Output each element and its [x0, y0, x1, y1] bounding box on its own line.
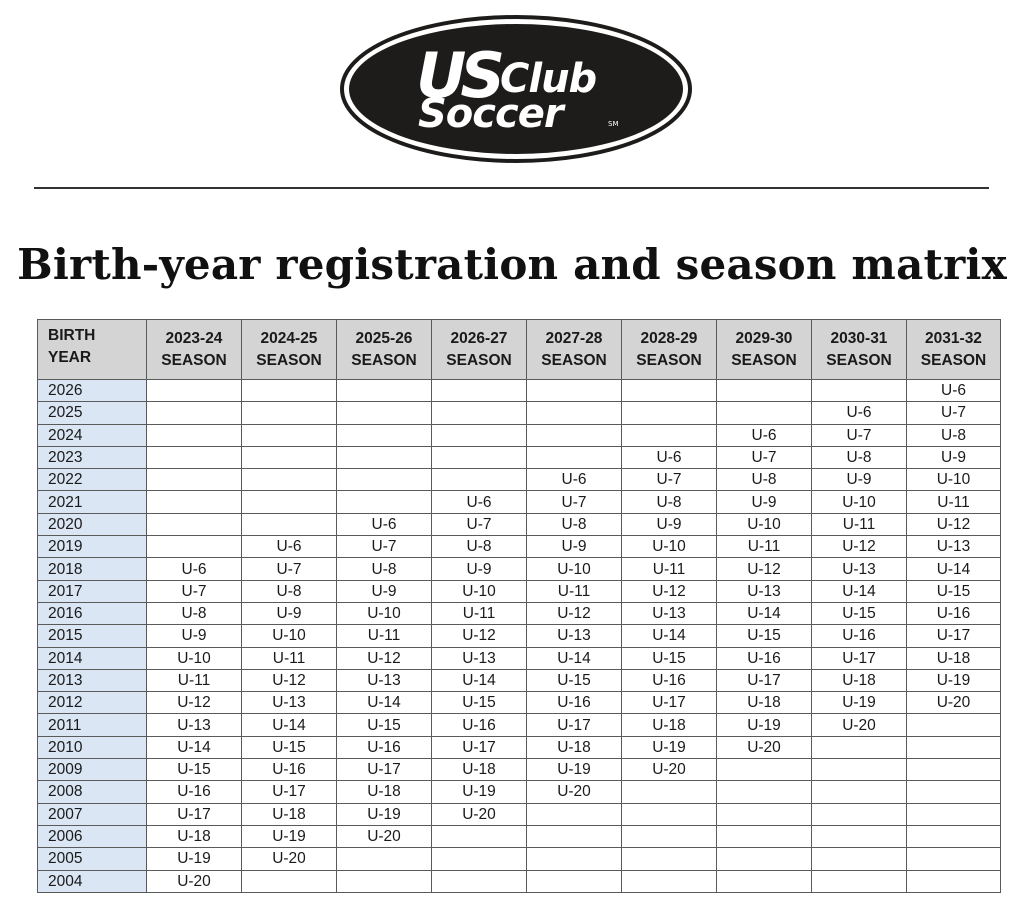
- age-group-cell: U-19: [812, 692, 907, 714]
- age-group-cell: [622, 848, 717, 870]
- birth-year-cell: 2018: [38, 558, 147, 580]
- age-group-cell: [717, 402, 812, 424]
- age-group-cell: [242, 469, 337, 491]
- table-row: [38, 580, 1001, 602]
- age-group-cell: [147, 424, 242, 446]
- age-group-cell: U-12: [907, 513, 1001, 535]
- birth-year-header: [38, 320, 147, 380]
- age-group-cell: U-12: [622, 580, 717, 602]
- age-group-cell: U-14: [812, 580, 907, 602]
- age-group-cell: U-20: [337, 825, 432, 847]
- horizontal-divider: [34, 187, 989, 189]
- age-group-cell: U-18: [147, 825, 242, 847]
- age-group-cell: [907, 848, 1001, 870]
- header-line: SEASON: [636, 351, 702, 369]
- age-group-cell: U-19: [337, 803, 432, 825]
- age-group-cell: U-9: [527, 536, 622, 558]
- age-group-cell: U-13: [242, 692, 337, 714]
- season-header: [242, 320, 337, 380]
- age-group-cell: U-17: [527, 714, 622, 736]
- age-group-cell: U-11: [812, 513, 907, 535]
- age-group-cell: U-6: [242, 536, 337, 558]
- age-group-cell: [812, 870, 907, 892]
- table-row: [38, 870, 1001, 892]
- age-group-cell: [812, 848, 907, 870]
- age-group-cell: U-12: [337, 647, 432, 669]
- table-row: [38, 848, 1001, 870]
- birth-year-cell: 2016: [38, 602, 147, 624]
- birth-year-cell: 2014: [38, 647, 147, 669]
- birth-year-cell: 2020: [38, 513, 147, 535]
- age-group-cell: U-12: [527, 602, 622, 624]
- age-group-cell: [717, 759, 812, 781]
- age-group-cell: [242, 446, 337, 468]
- age-group-cell: [432, 848, 527, 870]
- header-line: SEASON: [731, 351, 797, 369]
- birth-year-cell: 2004: [38, 870, 147, 892]
- age-group-cell: [812, 781, 907, 803]
- age-group-cell: [147, 402, 242, 424]
- age-group-cell: [717, 870, 812, 892]
- birth-year-cell: 2025: [38, 402, 147, 424]
- age-group-cell: U-17: [147, 803, 242, 825]
- age-group-cell: U-18: [717, 692, 812, 714]
- age-group-cell: [717, 781, 812, 803]
- age-group-cell: U-11: [527, 580, 622, 602]
- age-group-cell: U-14: [622, 625, 717, 647]
- age-group-cell: U-6: [432, 491, 527, 513]
- table-row: [38, 692, 1001, 714]
- age-group-cell: U-18: [812, 669, 907, 691]
- age-group-cell: U-10: [907, 469, 1001, 491]
- header-line: 2025-26: [355, 329, 413, 347]
- age-group-cell: U-20: [622, 759, 717, 781]
- age-group-cell: [242, 424, 337, 446]
- age-group-cell: U-16: [717, 647, 812, 669]
- age-group-cell: U-14: [527, 647, 622, 669]
- age-group-cell: [147, 513, 242, 535]
- age-group-cell: [622, 424, 717, 446]
- age-group-cell: [527, 446, 622, 468]
- table-row: [38, 513, 1001, 535]
- age-group-cell: U-9: [337, 580, 432, 602]
- table-row: [38, 402, 1001, 424]
- age-group-cell: U-19: [242, 825, 337, 847]
- age-group-cell: [432, 825, 527, 847]
- age-group-cell: U-7: [812, 424, 907, 446]
- age-group-cell: [812, 803, 907, 825]
- age-group-cell: [717, 380, 812, 402]
- age-group-cell: U-12: [432, 625, 527, 647]
- table-body: [38, 380, 1001, 893]
- age-group-cell: U-6: [812, 402, 907, 424]
- age-group-cell: [527, 380, 622, 402]
- logo-graphic: [340, 14, 692, 164]
- table-row: [38, 380, 1001, 402]
- age-group-cell: U-20: [432, 803, 527, 825]
- age-group-cell: U-10: [147, 647, 242, 669]
- age-group-cell: U-20: [717, 736, 812, 758]
- age-group-cell: U-6: [717, 424, 812, 446]
- age-group-cell: U-16: [432, 714, 527, 736]
- age-group-cell: U-18: [527, 736, 622, 758]
- header-line: 2031-32: [925, 329, 982, 347]
- season-header: [147, 320, 242, 380]
- age-group-cell: U-20: [147, 870, 242, 892]
- age-group-cell: U-17: [242, 781, 337, 803]
- season-matrix-table: [37, 319, 1001, 893]
- age-group-cell: [432, 469, 527, 491]
- age-group-cell: U-7: [147, 580, 242, 602]
- age-group-cell: U-6: [337, 513, 432, 535]
- age-group-cell: [432, 380, 527, 402]
- us-club-soccer-logo: [340, 14, 692, 164]
- age-group-cell: U-9: [622, 513, 717, 535]
- logo-us-text: US: [416, 39, 499, 112]
- age-group-cell: U-13: [907, 536, 1001, 558]
- age-group-cell: U-14: [147, 736, 242, 758]
- age-group-cell: U-18: [337, 781, 432, 803]
- age-group-cell: [242, 380, 337, 402]
- header-row: [38, 320, 1001, 380]
- age-group-cell: U-19: [622, 736, 717, 758]
- age-group-cell: U-19: [432, 781, 527, 803]
- table-row: [38, 424, 1001, 446]
- age-group-cell: U-13: [527, 625, 622, 647]
- age-group-cell: U-8: [337, 558, 432, 580]
- birth-year-cell: 2019: [38, 536, 147, 558]
- age-group-cell: [622, 402, 717, 424]
- age-group-cell: U-16: [812, 625, 907, 647]
- age-group-cell: [337, 446, 432, 468]
- age-group-cell: U-17: [717, 669, 812, 691]
- age-group-cell: U-8: [812, 446, 907, 468]
- age-group-cell: U-11: [242, 647, 337, 669]
- age-group-cell: [527, 803, 622, 825]
- age-group-cell: U-20: [242, 848, 337, 870]
- age-group-cell: [147, 536, 242, 558]
- age-group-cell: U-7: [337, 536, 432, 558]
- age-group-cell: [907, 736, 1001, 758]
- age-group-cell: [147, 446, 242, 468]
- age-group-cell: U-9: [907, 446, 1001, 468]
- birth-year-cell: 2009: [38, 759, 147, 781]
- age-group-cell: U-11: [337, 625, 432, 647]
- age-group-cell: U-7: [717, 446, 812, 468]
- age-group-cell: [337, 848, 432, 870]
- header-line: SEASON: [161, 351, 227, 369]
- age-group-cell: [242, 402, 337, 424]
- age-group-cell: U-8: [147, 602, 242, 624]
- season-header: [812, 320, 907, 380]
- birth-year-cell: 2008: [38, 781, 147, 803]
- table-row: [38, 759, 1001, 781]
- page-title: Birth-year registration and season matrix: [17, 240, 1007, 289]
- age-group-cell: U-18: [907, 647, 1001, 669]
- age-group-cell: U-8: [527, 513, 622, 535]
- age-group-cell: [432, 446, 527, 468]
- header-line: SEASON: [920, 351, 987, 369]
- age-group-cell: [527, 424, 622, 446]
- age-group-cell: U-10: [717, 513, 812, 535]
- age-group-cell: U-9: [242, 602, 337, 624]
- header-line: 2030-31: [830, 329, 888, 347]
- age-group-cell: [812, 825, 907, 847]
- age-group-cell: [242, 513, 337, 535]
- age-group-cell: U-11: [717, 536, 812, 558]
- header-line: SEASON: [541, 351, 607, 369]
- age-group-cell: U-10: [812, 491, 907, 513]
- age-group-cell: [907, 870, 1001, 892]
- age-group-cell: U-17: [622, 692, 717, 714]
- age-group-cell: U-8: [432, 536, 527, 558]
- header-line: 2029-30: [735, 329, 793, 347]
- birth-year-cell: 2026: [38, 380, 147, 402]
- age-group-cell: [337, 469, 432, 491]
- age-group-cell: [907, 825, 1001, 847]
- age-group-cell: U-17: [432, 736, 527, 758]
- age-group-cell: [812, 759, 907, 781]
- age-group-cell: U-20: [527, 781, 622, 803]
- birth-year-cell: 2010: [38, 736, 147, 758]
- age-group-cell: U-11: [432, 602, 527, 624]
- age-group-cell: U-15: [812, 602, 907, 624]
- age-group-cell: U-10: [527, 558, 622, 580]
- birth-year-cell: 2006: [38, 825, 147, 847]
- season-header: [622, 320, 717, 380]
- age-group-cell: U-6: [527, 469, 622, 491]
- age-group-cell: U-7: [907, 402, 1001, 424]
- age-group-cell: U-6: [907, 380, 1001, 402]
- age-group-cell: U-18: [432, 759, 527, 781]
- age-group-cell: U-9: [812, 469, 907, 491]
- age-group-cell: [907, 803, 1001, 825]
- age-group-cell: U-17: [907, 625, 1001, 647]
- age-group-cell: U-10: [432, 580, 527, 602]
- age-group-cell: [812, 736, 907, 758]
- age-group-cell: U-13: [717, 580, 812, 602]
- age-group-cell: [622, 825, 717, 847]
- age-group-cell: U-12: [242, 669, 337, 691]
- age-group-cell: U-8: [717, 469, 812, 491]
- age-group-cell: [622, 870, 717, 892]
- table-row: [38, 491, 1001, 513]
- age-group-cell: U-8: [242, 580, 337, 602]
- age-group-cell: U-15: [717, 625, 812, 647]
- table-row: [38, 647, 1001, 669]
- header-line: SEASON: [446, 351, 512, 369]
- age-group-cell: U-16: [337, 736, 432, 758]
- age-group-cell: U-19: [717, 714, 812, 736]
- age-group-cell: [622, 781, 717, 803]
- age-group-cell: U-10: [337, 602, 432, 624]
- age-group-cell: U-15: [147, 759, 242, 781]
- birth-year-cell: 2022: [38, 469, 147, 491]
- table-row: [38, 781, 1001, 803]
- age-group-cell: [337, 380, 432, 402]
- age-group-cell: U-19: [527, 759, 622, 781]
- age-group-cell: U-12: [717, 558, 812, 580]
- age-group-cell: [337, 424, 432, 446]
- age-group-cell: [717, 803, 812, 825]
- age-group-cell: U-6: [147, 558, 242, 580]
- header-line: 2028-29: [640, 329, 698, 347]
- header-line: YEAR: [48, 349, 92, 366]
- table-row: [38, 736, 1001, 758]
- birth-year-cell: 2005: [38, 848, 147, 870]
- age-group-cell: U-7: [432, 513, 527, 535]
- logo-club-text: Club: [500, 56, 597, 102]
- age-group-cell: U-13: [337, 669, 432, 691]
- age-group-cell: U-17: [812, 647, 907, 669]
- age-group-cell: U-11: [622, 558, 717, 580]
- age-group-cell: [337, 870, 432, 892]
- age-group-cell: U-9: [432, 558, 527, 580]
- table-row: [38, 825, 1001, 847]
- age-group-cell: U-7: [242, 558, 337, 580]
- birth-year-cell: 2023: [38, 446, 147, 468]
- age-group-cell: U-18: [622, 714, 717, 736]
- age-group-cell: U-18: [242, 803, 337, 825]
- table-row: [38, 669, 1001, 691]
- age-group-cell: U-16: [147, 781, 242, 803]
- age-group-cell: [147, 469, 242, 491]
- age-group-cell: U-15: [432, 692, 527, 714]
- age-group-cell: [527, 402, 622, 424]
- age-group-cell: [337, 402, 432, 424]
- age-group-cell: U-8: [907, 424, 1001, 446]
- table-row: [38, 602, 1001, 624]
- age-group-cell: U-13: [622, 602, 717, 624]
- age-group-cell: U-11: [907, 491, 1001, 513]
- age-group-cell: U-16: [907, 602, 1001, 624]
- table-row: [38, 536, 1001, 558]
- age-group-cell: [622, 380, 717, 402]
- table-row: [38, 446, 1001, 468]
- age-group-cell: U-10: [242, 625, 337, 647]
- age-group-cell: [907, 759, 1001, 781]
- age-group-cell: [147, 380, 242, 402]
- age-group-cell: [717, 848, 812, 870]
- age-group-cell: U-16: [242, 759, 337, 781]
- table-row: [38, 469, 1001, 491]
- age-group-cell: U-16: [527, 692, 622, 714]
- season-header: [432, 320, 527, 380]
- age-group-cell: [812, 380, 907, 402]
- age-group-cell: U-20: [812, 714, 907, 736]
- age-group-cell: U-9: [147, 625, 242, 647]
- season-header: [337, 320, 432, 380]
- age-group-cell: U-20: [907, 692, 1001, 714]
- age-group-cell: U-8: [622, 491, 717, 513]
- age-group-cell: U-13: [812, 558, 907, 580]
- age-group-cell: U-12: [812, 536, 907, 558]
- birth-year-cell: 2017: [38, 580, 147, 602]
- age-group-cell: [907, 714, 1001, 736]
- age-group-cell: U-7: [527, 491, 622, 513]
- age-group-cell: U-15: [622, 647, 717, 669]
- age-group-cell: U-19: [907, 669, 1001, 691]
- age-group-cell: [432, 870, 527, 892]
- age-group-cell: [337, 491, 432, 513]
- birth-year-cell: 2021: [38, 491, 147, 513]
- header-line: 2024-25: [260, 329, 318, 347]
- age-group-cell: U-6: [622, 446, 717, 468]
- age-group-cell: U-9: [717, 491, 812, 513]
- birth-year-cell: 2007: [38, 803, 147, 825]
- age-group-cell: [527, 825, 622, 847]
- age-group-cell: U-14: [717, 602, 812, 624]
- birth-year-cell: 2012: [38, 692, 147, 714]
- header-line: SEASON: [351, 351, 417, 369]
- header-line: BIRTH: [48, 327, 96, 344]
- age-group-cell: [147, 491, 242, 513]
- age-group-cell: U-13: [147, 714, 242, 736]
- header-line: SEASON: [826, 351, 892, 369]
- age-group-cell: U-15: [907, 580, 1001, 602]
- age-group-cell: U-14: [432, 669, 527, 691]
- age-group-cell: U-15: [242, 736, 337, 758]
- age-group-cell: [242, 870, 337, 892]
- age-group-cell: U-11: [147, 669, 242, 691]
- logo-service-mark: SM: [608, 120, 619, 128]
- age-group-cell: U-19: [147, 848, 242, 870]
- season-header: [717, 320, 812, 380]
- table-row: [38, 625, 1001, 647]
- age-group-cell: U-15: [527, 669, 622, 691]
- age-group-cell: [717, 825, 812, 847]
- age-group-cell: [432, 424, 527, 446]
- season-header: [907, 320, 1001, 380]
- season-header: [527, 320, 622, 380]
- age-group-cell: U-14: [242, 714, 337, 736]
- age-group-cell: U-13: [432, 647, 527, 669]
- age-group-cell: U-14: [337, 692, 432, 714]
- age-group-cell: U-14: [907, 558, 1001, 580]
- table-row: [38, 714, 1001, 736]
- birth-year-cell: 2024: [38, 424, 147, 446]
- table-row: [38, 558, 1001, 580]
- birth-year-cell: 2015: [38, 625, 147, 647]
- age-group-cell: U-16: [622, 669, 717, 691]
- age-group-cell: [527, 848, 622, 870]
- age-group-cell: [242, 491, 337, 513]
- header-line: 2026-27: [450, 329, 508, 347]
- age-group-cell: [622, 803, 717, 825]
- age-group-cell: [432, 402, 527, 424]
- age-group-cell: U-15: [337, 714, 432, 736]
- age-group-cell: U-10: [622, 536, 717, 558]
- age-group-cell: U-17: [337, 759, 432, 781]
- logo-soccer-text: Soccer: [418, 91, 563, 137]
- table-header: [38, 320, 1001, 380]
- birth-year-cell: 2013: [38, 669, 147, 691]
- header-line: 2023-24: [165, 329, 223, 347]
- header-line: SEASON: [256, 351, 322, 369]
- age-group-cell: U-7: [622, 469, 717, 491]
- birth-year-cell: 2011: [38, 714, 147, 736]
- age-group-cell: [527, 870, 622, 892]
- header-line: 2027-28: [545, 329, 603, 347]
- age-group-cell: U-12: [147, 692, 242, 714]
- table-row: [38, 803, 1001, 825]
- age-group-cell: [907, 781, 1001, 803]
